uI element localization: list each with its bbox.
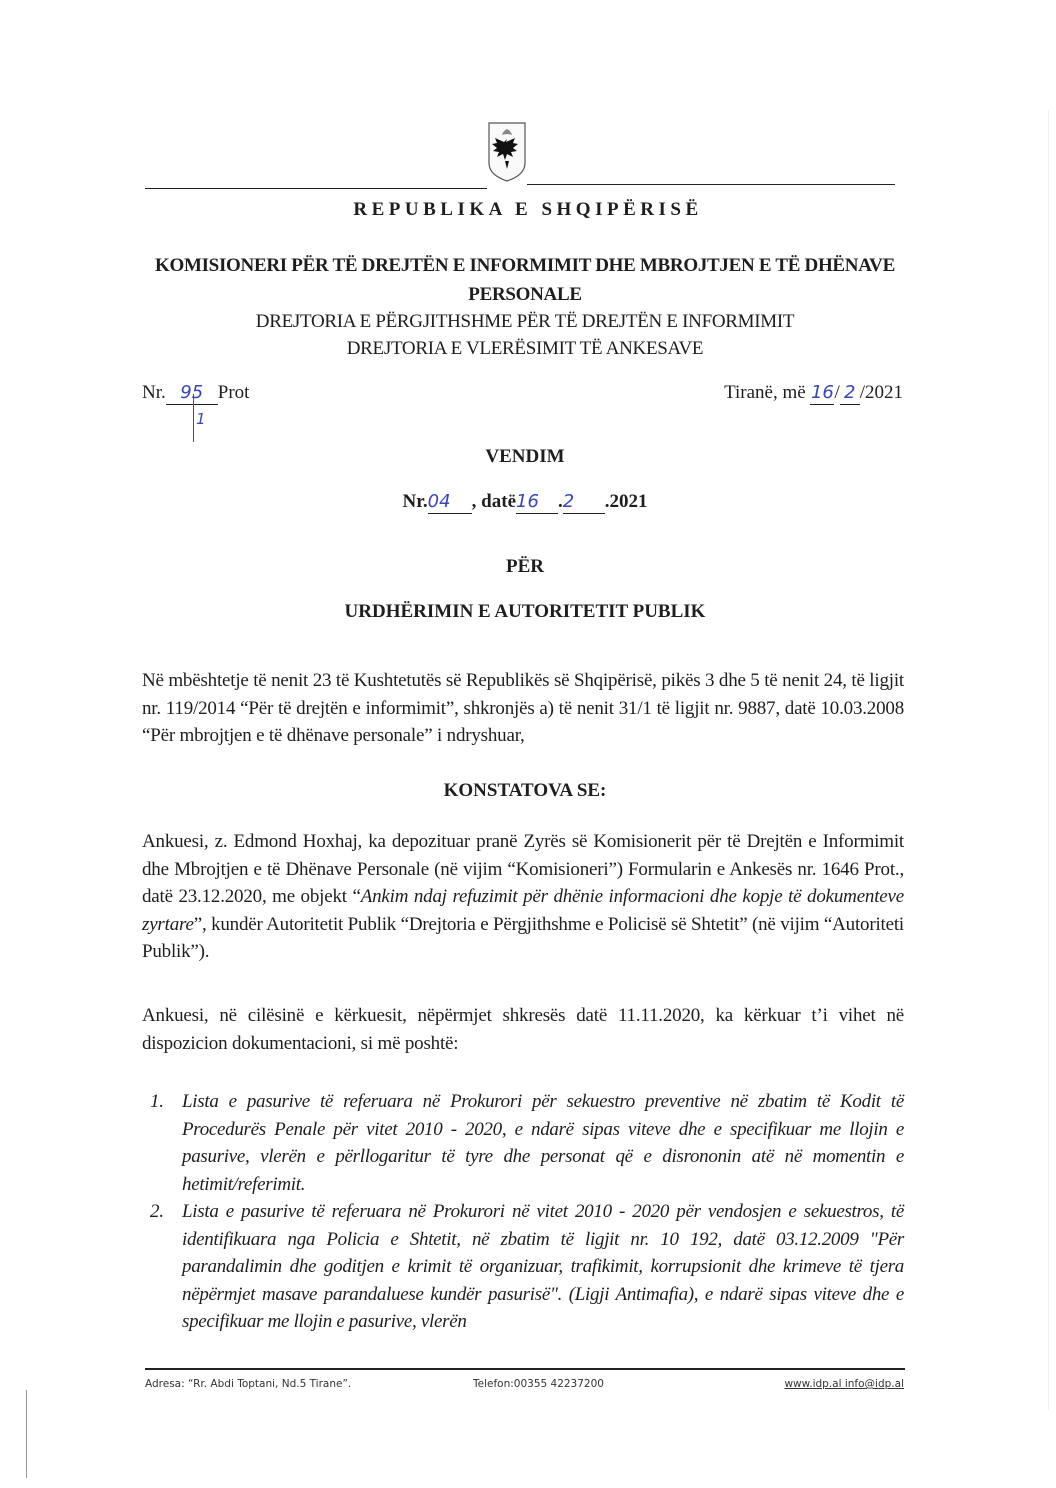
- directorate: DREJTORIA E VLERËSIMIT TË ANKESAVE: [346, 338, 704, 359]
- decision-date-prefix: , datë: [471, 491, 516, 512]
- institution-name-text: KOMISIONERI PËR TË DREJTËN E INFORMIMIT DHE MBROJTJEN E TË DHËNAVE PERSONALE: [155, 255, 895, 305]
- decision-day-handwritten: 16: [516, 491, 539, 512]
- date-day-handwritten: 16: [810, 382, 834, 403]
- protocol-sub-number: 1: [196, 410, 206, 428]
- complaint-paragraph: [142, 828, 904, 966]
- legal-basis-paragraph: Në mbështetje të nenit 23 të Kushtetutës së Republikës së Shqipërisë, pikës 3 dhe 5 të nenit 24, të ligjit nr. 119/2014 “Për të drejtën e informimit”, shkronjës a) të nenit 31/1 të ligjit nr. 9887, datë 10.03.2008 “Për mbrojtjen e të dhënave personale” i ndryshuar,: [142, 670, 904, 746]
- date-month-handwritten: 2: [843, 382, 856, 403]
- place-date: Tiranë, më 16/ 2 /2021: [724, 382, 903, 403]
- footer-web-link[interactable]: www.idp.al info@idp.al: [784, 1378, 904, 1390]
- complaint-text-a: Ankuesi, z. Edmond Hoxhaj, ka depozituar pranë Zyrës së Komisionerit për të Drejtën e Informimit dhe Mbrojtjen e të Dhënave Personale (në vijim “Komisioneri”) Formularin e Ankesës nr. 1646 Prot., datë 23.12.2020, me objekt “: [142, 831, 904, 907]
- decision-title: VENDIM: [485, 446, 565, 467]
- protocol-suffix: Prot: [217, 382, 250, 403]
- republic-title: REPUBLIKA E SHQIPËRISË: [353, 199, 703, 220]
- konstatova-heading: KONSTATOVA SE:: [443, 780, 607, 801]
- footer-address: Adresa: “Rr. Abdi Toptani, Nd.5 Tirane”.: [145, 1378, 352, 1390]
- list-item: [142, 1088, 904, 1198]
- place-date-prefix: Tiranë, më: [724, 382, 806, 403]
- decision-per: PËR: [506, 556, 544, 577]
- complaint-text-b: ”, kundër Autoritetit Publik “Drejtoria e Përgjithshme e Policisë së Shtetit” (në vijim “Autoriteti Publik”).: [142, 913, 904, 962]
- header-rule-right: [527, 184, 895, 185]
- list-item: [142, 1198, 904, 1336]
- scan-edge-line: [1048, 110, 1049, 1410]
- date-day-field: [810, 382, 834, 405]
- scan-margin-line: [26, 1390, 27, 1478]
- directorates: [130, 308, 920, 362]
- decision-month-handwritten: 2: [562, 491, 575, 512]
- protocol-number: [142, 382, 249, 405]
- footer-phone: Telefon:00355 42237200: [473, 1378, 604, 1390]
- list-item-number: 1.: [150, 1091, 164, 1112]
- request-paragraph: Ankuesi, në cilësinë e kërkuesit, nëpërmjet shkresës datë 11.11.2020, ka kërkuar t’i vihet në dispozicion dokumentacioni, si më poshtë:: [142, 1005, 904, 1054]
- decision-subject: URDHËRIMIN E AUTORITETIT PUBLIK: [344, 601, 706, 622]
- albanian-coat-of-arms-icon: [487, 121, 527, 183]
- decision-month-field: [563, 491, 605, 514]
- date-month-field: [840, 382, 860, 405]
- list-item-number: 2.: [150, 1201, 164, 1222]
- protocol-prefix: Nr.: [142, 382, 166, 403]
- protocol-number-handwritten: 95: [180, 382, 204, 403]
- decision-nr-handwritten: 04: [427, 491, 451, 512]
- complaint-object: Ankim ndaj refuzimit për dhënie informacioni dhe kopje të dokumenteve zyrtare: [142, 886, 904, 935]
- decision-day-field: [516, 491, 558, 514]
- protocol-slash: [193, 394, 194, 442]
- requested-documents-list: [142, 1088, 904, 1336]
- protocol-number-field: [166, 382, 218, 405]
- header-rule-left: [145, 188, 487, 189]
- decision-nr-prefix: Nr.: [402, 491, 428, 512]
- decision-year: .2021: [604, 491, 648, 512]
- institution-name: [130, 251, 920, 309]
- directorate-general: DREJTORIA E PËRGJITHSHME PËR TË DREJTËN E INFORMIMIT: [255, 311, 795, 332]
- footer-rule: [145, 1368, 905, 1370]
- list-item-text: Lista e pasurive të referuara në Prokurori për sekuestro preventive në zbatim të Kodit të Procedurës Penale për vitet 2010 - 2020, e ndarë sipas viteve dhe e specifikuar me llojin e pasurive, vlerën e përllogaritur të tyre dhe personat që e disrononin atë në momentin e hetimit/referimit.: [182, 1091, 904, 1195]
- list-item-text: Lista e pasurive të referuara në Prokurori në vitet 2010 - 2020 për vendosjen e sekuestros, të identifikuara nga Policia e Shtetit, në zbatim të ligjit nr. 10 192, datë 03.12.2009 "Për parandalimin dhe goditjen e krimit të organizuar, trafikimit, korrupsionit dhe krimeve të tjera nëpërmjet masave parandaluese kundër pasurisë". (Ligji Antimafia), e ndarë sipas viteve dhe e specifikuar me llojin e pasurive, vlerën: [182, 1201, 904, 1332]
- decision-nr-field: [428, 491, 472, 514]
- date-year: /2021: [859, 382, 903, 403]
- decision-number: Nr.04 , datë16 .2 .2021: [402, 491, 648, 512]
